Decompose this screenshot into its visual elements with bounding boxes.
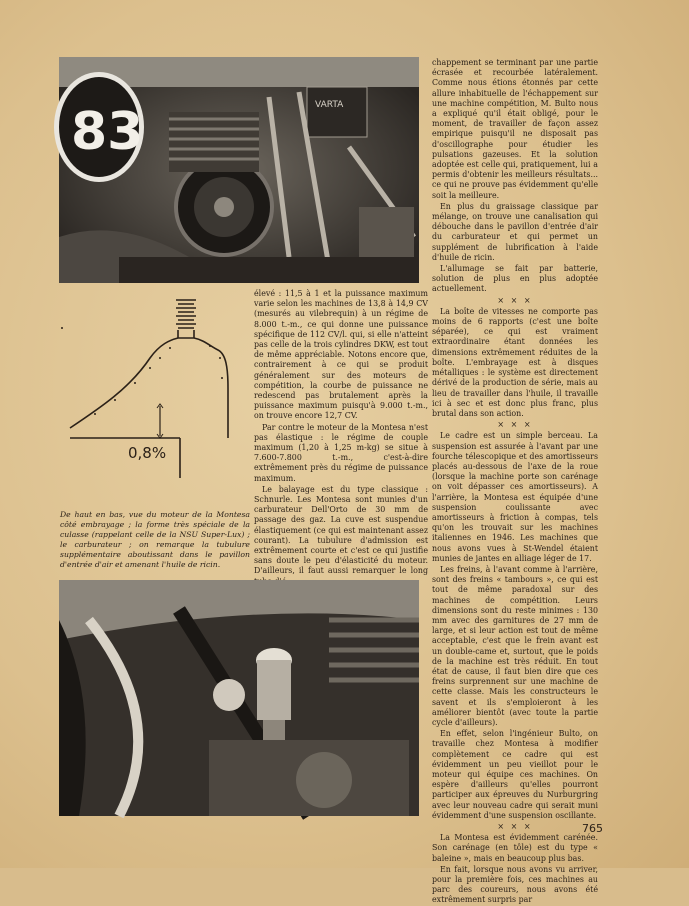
section-separator: × × × [497,420,533,430]
caption-text: De haut en bas, vue du moteur de la Montesa côté embrayage ; la forme très spéciale de la culasse (rappelant celle de la NSU Super-Lux) ; le carburateur ; on remarque la tubulure supplémentaire aboutissant dans le pavillon d'entrée d'air et amenant l'huile de ricin. [60,510,250,569]
paragraph: En plus du graissage classique par mélange, on trouve une canalisation qui débouche dans le pavillon d'entrée d'air du carburateur et qui permet un supplément de lubrification à l'aide d'huile de ricin. [432,201,598,262]
section-separator: × × × [497,295,533,305]
page-number: 765 [582,822,603,835]
paragraph: chappement se terminant par une partie écrasée et recourbée latéralement. Comme nous étions étonnés par cette allure inhabituelle de l'échappement sur une machine compétition, M. Bulto nous a expliqué qu'il était obligé, pour le moment, de travailler de façon assez empirique puisqu'il ne disposait pas d'oscillographe pour étudier les pulsations gazeuses. Et la solution adoptée est celle qui, pratiquement, lui a permis d'obtenir les meilleurs résultats... ce qui ne prouve pas évidemment qu'elle soit la meilleure. [432,58,598,200]
paragraph: En effet, selon l'ingénieur Bulto, on travaille chez Montesa à modifier complètement ce cadre qui est évidemment un peu vieillot pour le moteur qui équipe ces machines. On espère d'ailleurs qu'elles pourront participer aux épreuves du Nurburgring avec leur nouveau cadre qui serait muni évidemment d'une suspension oscillante. [432,729,598,820]
battery-label: VARTA [315,100,344,110]
diagram-measure-label: 0,8% [128,444,167,462]
carburettor-photo-bottom [59,580,419,816]
paragraph: Le balayage est du type classique : Schnurle. Les Montesa sont munies d'un carburateur Dell'Orto de 30 mm de passage des gaz. La cuve est suspendue élastiquement (ce qui est maintenant assez courant). La tubulure d'admission est extrêmement courte et c'est ce qui justifie sans doute le peu d'élasticité du moteur. D'ailleurs, il faut aussi remarquer le long [254,484,428,576]
figure-caption [60,510,250,576]
paragraph: Les freins, à l'avant comme à l'arrière, sont des freins « tambours », ce qui est tout de même paradoxal sur des machines de compétition. Leurs dimensions sont du reste minimes : 130 mm avec des garnitures de 27 mm de large, et si leur action est tout de même acceptable, c'est que le frein avant est un double-came et, surtout, que le poids de la machine est très réduit. En tout état de cause, il faut bien dire que ces freins surprennent sur une machine de cette classe. Mais les constructeurs le savent et ils s'emploieront à les améliorer bientôt (avec toute la partie cycle d'ailleurs). [432,564,598,727]
right-text-column [432,58,598,905]
paragraph: En fait, lorsque nous avons vu arriver, pour la première fois, ces machines au parc des coureurs, nous avons été extrêmement surpris par [432,864,598,905]
paragraph: La boîte de vitesses ne comporte pas moins de 6 rapports (c'est une boîte séparée), ce qui est vraiment extraordinaire étant données les dimensions extrêmement réduites de la boîte. L'embrayage est à disques métalliques : le système est directement dérivé de la production de série, mais au lieu de travailler dans l'huile, il travaille ici à sec et est donc plus franc, plus brutal dans son action. [432,306,598,418]
engine-photo-top [59,57,419,283]
middle-text-column [254,289,428,576]
paragraph: élevé : 11,5 à 1 et la puissance maximum varie selon les machines de 13,8 à 14,9 CV (mesurés au vilebrequin) à un régime de 8.000 t.-m., ce qui donne une puissance spécifique de 112 CV/l. qui, si elle n'atteint pas celle de la trois cylindres DKW, est tout de même appréciable. Notons encore que, contrairement à ce qui se produit généralement sur des moteurs de compétition, la courbe de puissance ne redescend pas brutalement après la puissance maximum puisqu'à 9.000 t.-m., on trouve encore 12,7 CV. [254,289,428,421]
cylinder-head-diagram [60,288,250,498]
paragraph: La Montesa est évidemment carénée. Son carénage (en tôle) est du type « baleine », mais en beaucoup plus bas. [432,833,598,863]
paragraph: L'allumage se fait par batterie, solution de plus en plus adoptée actuellement. [432,264,598,294]
paragraph: Par contre le moteur de la Montesa n'est pas élastique : le régime de couple maximum (1,20 à 1,25 m-kg) se situe à 7.600-7.800 t.-m., c'est-à-dire extrêmement près du régime de puissance maximum. [254,422,428,483]
race-number: 83 [71,102,144,162]
section-separator: × × × [497,822,533,832]
paragraph: Le cadre est un simple berceau. La suspension est assurée à l'avant par une fourche télescopique et des amortisseurs placés au-dessous de l'axe de la roue (lorsque la machine porte son carénage on voit dépasser ces amortisseurs). A l'arrière, la Montesa est équipée d'une suspension coulissante avec amortisseurs à friction à compas, tels qu'on les trouvait sur les machines italiennes en 1946. Les machines que nous avons vues à St-Wendel étaient munies de jantes en alliage léger de 17. [432,431,598,563]
